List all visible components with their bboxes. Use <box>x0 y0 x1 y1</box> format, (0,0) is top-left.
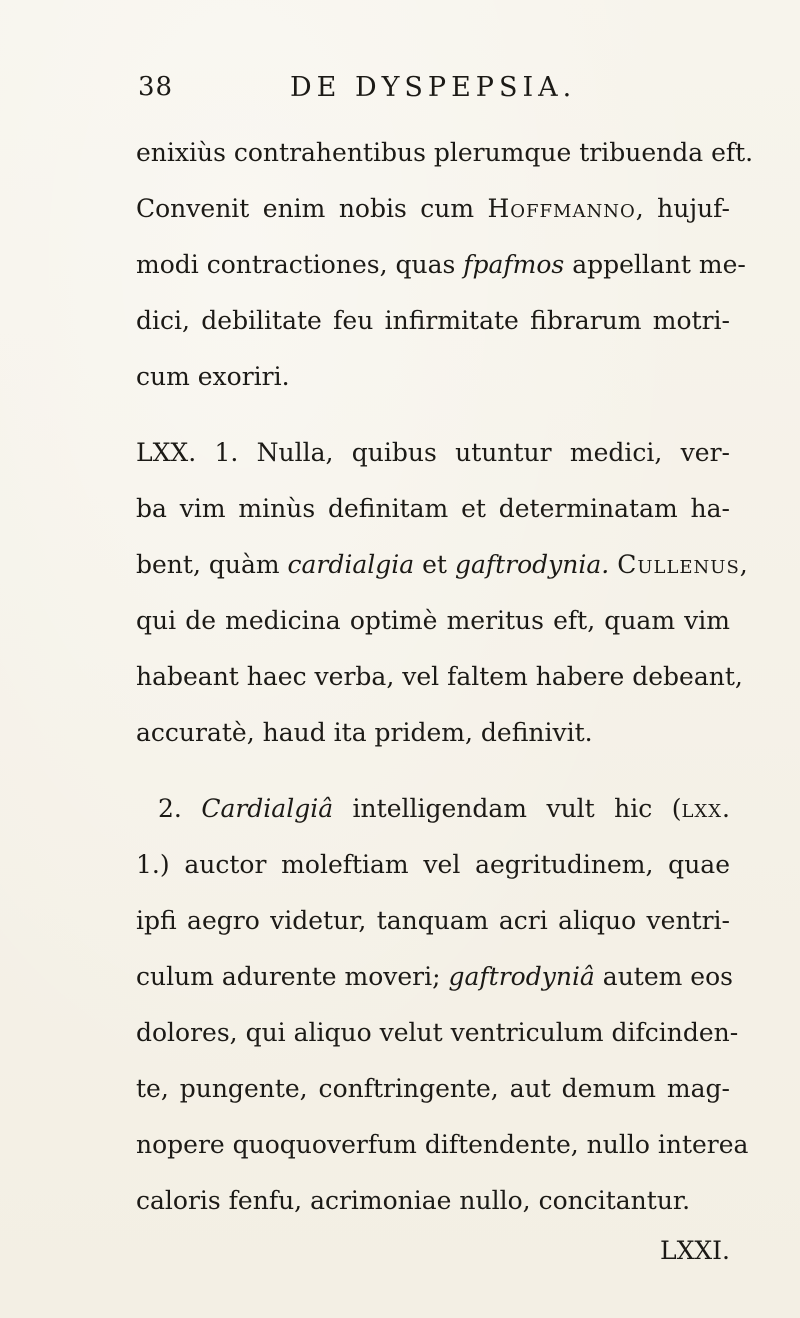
text-line: enixiùs contrahentibus plerumque tribuenda eft. <box>136 138 754 167</box>
text-segment <box>609 550 617 579</box>
text-line: qui de medicina optimè meritus eft, quam vim <box>136 606 730 635</box>
text-line <box>136 181 730 237</box>
text-line: habeant haec verba, vel faltem habere debeant, <box>136 662 743 691</box>
author-name-cullenus: Cullenus <box>617 550 740 579</box>
text-line <box>136 537 748 593</box>
text-segment: , hujuf- <box>635 194 730 223</box>
text-segment: . <box>722 794 730 823</box>
text-segment: bent, quàm <box>136 550 288 579</box>
text-line: nopere quoquoverfum diftendente, nullo interea <box>136 1130 749 1159</box>
italic-term: Cardialgiâ <box>201 794 334 823</box>
text-segment: , <box>739 550 748 579</box>
paragraph-gap <box>136 761 730 781</box>
text-line <box>136 949 733 1005</box>
page-header <box>0 72 800 112</box>
italic-term: fpafmos <box>463 250 565 279</box>
text-segment: 2. <box>158 794 202 823</box>
text-line: accuratè, haud ita pridem, definivit. <box>136 718 593 747</box>
italic-term: gaftrodynia. <box>454 550 610 579</box>
italic-term: gaftrodyniâ <box>448 962 595 991</box>
text-line: 1.) auctor moleftiam vel aegritudinem, quae <box>136 850 730 879</box>
text-line: caloris fenfu, acrimoniae nullo, concitantur. <box>136 1186 691 1215</box>
text-line: LXX. 1. Nulla, quibus utuntur medici, ver- <box>136 438 730 467</box>
text-line: ipfi aegro videtur, tanquam acri aliquo ventri- <box>136 906 730 935</box>
italic-term: cardialgia <box>287 550 415 579</box>
text-line <box>136 237 746 293</box>
text-line: ba vim minùs definitam et determinatam ha- <box>136 494 730 523</box>
text-segment: autem eos <box>594 962 733 991</box>
text-line: cum exoriri. <box>136 362 290 391</box>
paragraph-gap <box>136 405 730 425</box>
body-text <box>136 125 754 1273</box>
text-line: te, pungente, conftringente, aut demum mag- <box>136 1074 730 1103</box>
page-number: 38 <box>138 72 174 102</box>
text-segment: modi contractiones, quas <box>136 250 464 279</box>
text-line <box>136 781 730 837</box>
text-segment: appellant me- <box>564 250 746 279</box>
text-segment: et <box>414 550 455 579</box>
running-title: DE DYSPEPSIA. <box>290 72 577 103</box>
text-segment: Convenit enim nobis cum <box>136 194 488 223</box>
text-segment: intelligendam vult hic ( <box>333 794 682 823</box>
catchword: LXXI. <box>659 1236 730 1265</box>
text-line: dolores, qui aliquo velut ventriculum difcinden- <box>136 1018 739 1047</box>
author-name-hoffmanno: Hoffmanno <box>487 194 636 223</box>
text-line: dici, debilitate feu infirmitate fibrarum motri- <box>136 306 730 335</box>
text-segment: culum adurente moveri; <box>136 962 449 991</box>
section-reference: lxx <box>681 794 723 823</box>
